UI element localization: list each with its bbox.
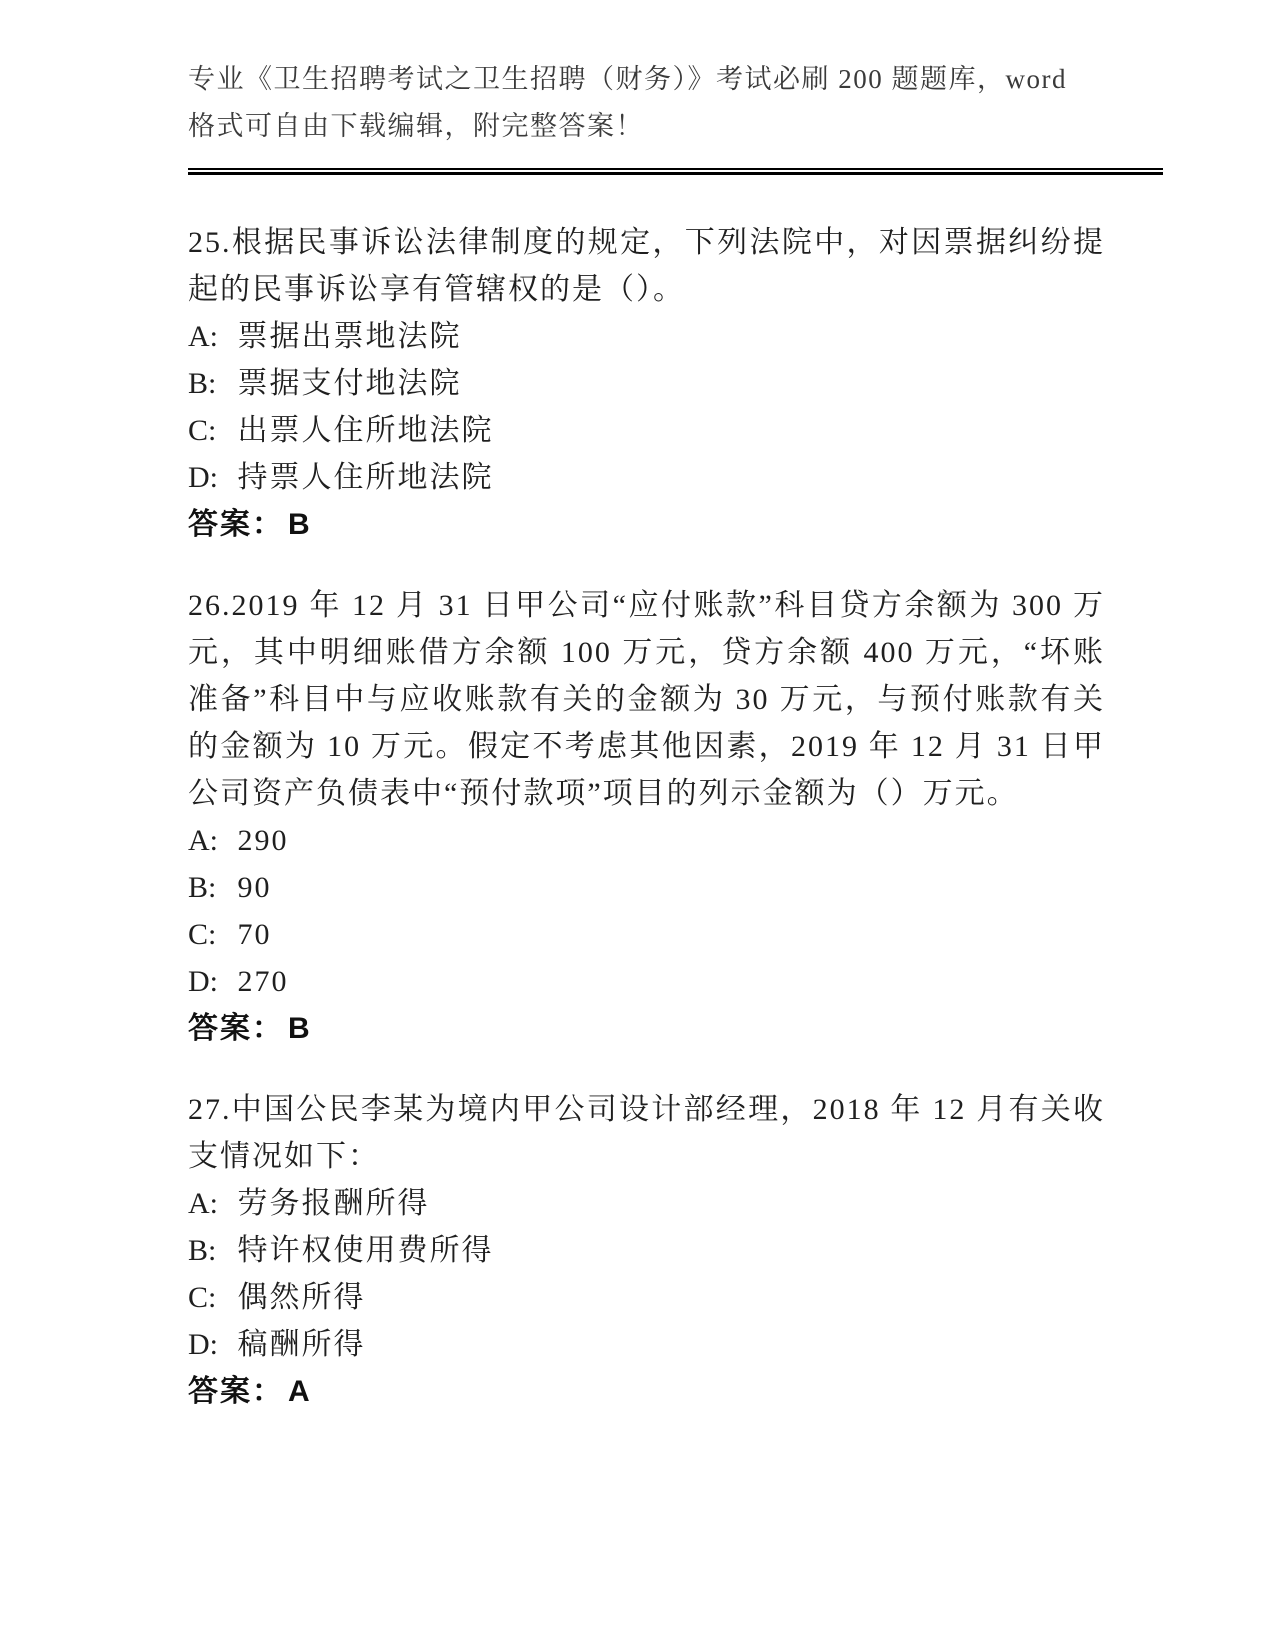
answer-prefix: 答案： bbox=[188, 1012, 284, 1045]
option-label: A: bbox=[188, 1187, 218, 1220]
option-text: 出票人住所地法院 bbox=[237, 414, 494, 447]
option-text: 270 bbox=[237, 965, 289, 998]
option-text: 70 bbox=[237, 918, 272, 951]
option-row bbox=[188, 1227, 1105, 1274]
option-row bbox=[188, 454, 1105, 501]
option-text: 偶然所得 bbox=[237, 1281, 366, 1314]
answer-line bbox=[188, 1368, 1105, 1415]
answer-line bbox=[188, 501, 1105, 548]
question-block-26 bbox=[188, 582, 1105, 1052]
option-text: 劳务报酬所得 bbox=[237, 1187, 430, 1220]
header-separator-rule bbox=[188, 168, 1163, 175]
option-label: A: bbox=[188, 824, 218, 857]
option-row bbox=[188, 1274, 1105, 1321]
option-label: B: bbox=[188, 1234, 217, 1267]
option-row bbox=[188, 817, 1105, 864]
option-text: 票据出票地法院 bbox=[237, 320, 462, 353]
option-label: C: bbox=[188, 1281, 217, 1314]
option-row bbox=[188, 407, 1105, 454]
option-label: D: bbox=[188, 965, 218, 998]
question-block-27 bbox=[188, 1086, 1105, 1415]
answer-value: B bbox=[288, 508, 312, 541]
answer-value: B bbox=[288, 1012, 312, 1045]
option-text: 票据支付地法院 bbox=[237, 367, 462, 400]
option-label: D: bbox=[188, 1328, 218, 1361]
answer-line bbox=[188, 1005, 1105, 1052]
question-text: 27.中国公民李某为境内甲公司设计部经理，2018 年 12 月有关收支情况如下： bbox=[188, 1093, 1105, 1173]
option-label: A: bbox=[188, 320, 218, 353]
option-row bbox=[188, 958, 1105, 1005]
option-text: 290 bbox=[237, 824, 289, 857]
answer-value: A bbox=[288, 1375, 312, 1408]
option-row bbox=[188, 911, 1105, 958]
page-header-note: 专业《卫生招聘考试之卫生招聘（财务）》考试必刷 200 题题库，word 格式可自由下载编辑，附完整答案！ bbox=[188, 64, 1067, 141]
question-text: 25.根据民事诉讼法律制度的规定，下列法院中，对因票据纠纷提起的民事诉讼享有管辖权的是（）。 bbox=[188, 226, 1105, 306]
option-label: D: bbox=[188, 461, 218, 494]
question-text: 26.2019 年 12 月 31 日甲公司“应付账款”科目贷方余额为 300 万元，其中明细账借方余额 100 万元，贷方余额 400 万元，“坏账准备”科目中与应收账款有关的金额为 30 万元，与预付账款有关的金额为 10 万元。假定不考虑其他因素，2019 年 12 月 31 日甲公司资产负债表中“预付款项”项目的列示金额为（）万元。 bbox=[188, 589, 1105, 810]
option-row bbox=[188, 1180, 1105, 1227]
option-label: C: bbox=[188, 918, 217, 951]
option-row bbox=[188, 360, 1105, 407]
option-label: B: bbox=[188, 367, 217, 400]
answer-prefix: 答案： bbox=[188, 1375, 284, 1408]
answer-prefix: 答案： bbox=[188, 508, 284, 541]
option-text: 持票人住所地法院 bbox=[237, 461, 494, 494]
option-text: 90 bbox=[237, 871, 272, 904]
question-list bbox=[188, 219, 1105, 1415]
option-label: C: bbox=[188, 414, 217, 447]
question-block-25 bbox=[188, 219, 1105, 548]
option-text: 特许权使用费所得 bbox=[237, 1234, 494, 1267]
option-row bbox=[188, 864, 1105, 911]
option-label: B: bbox=[188, 871, 217, 904]
option-row bbox=[188, 1321, 1105, 1368]
option-row bbox=[188, 313, 1105, 360]
option-text: 稿酬所得 bbox=[237, 1328, 366, 1361]
